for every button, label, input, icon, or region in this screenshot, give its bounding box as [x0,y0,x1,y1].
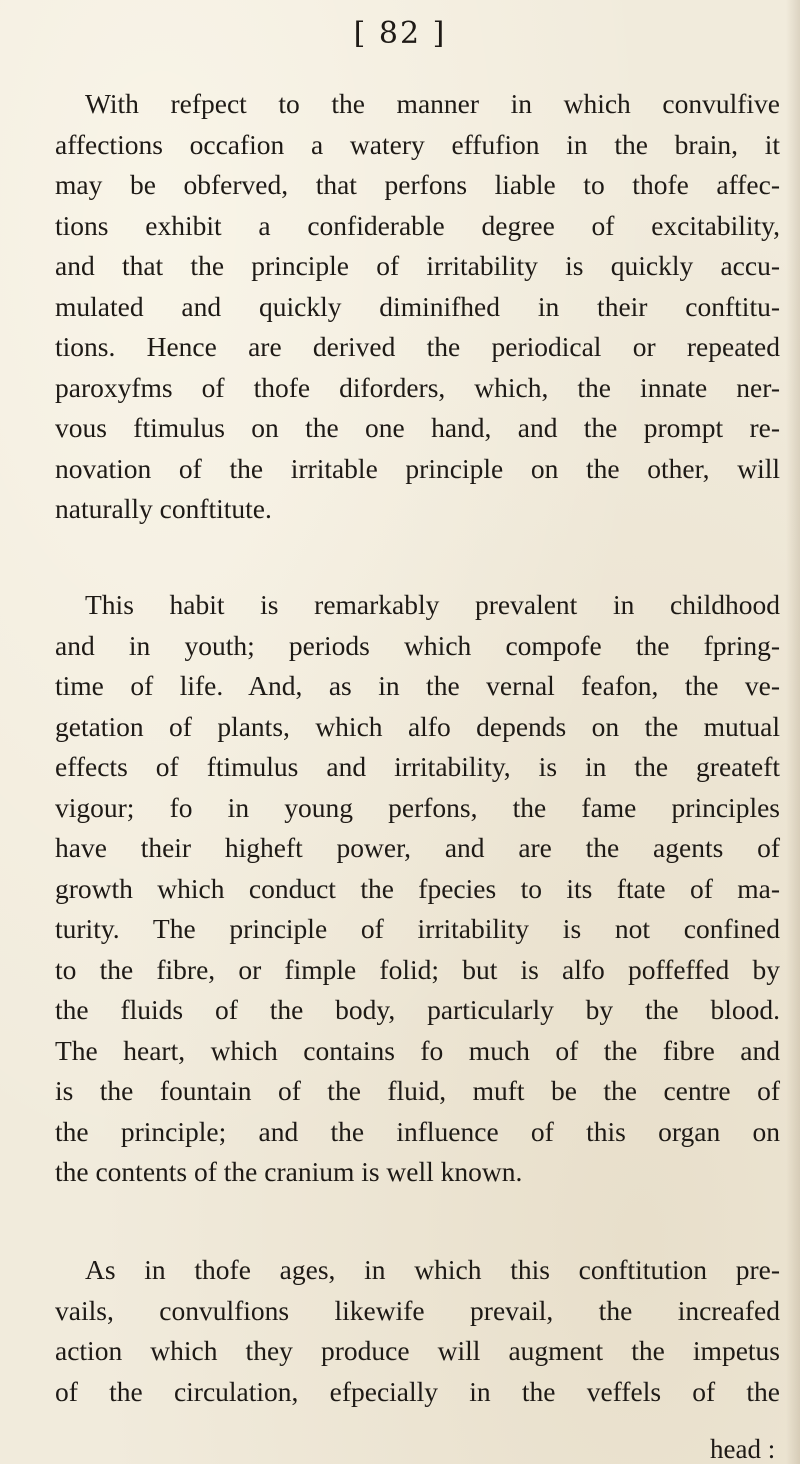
text-line: and that the principle of irritability is quickly accu- [55,250,780,281]
text-line: effects of ftimulus and irritability, is in the greateft [55,751,780,782]
catchword: head : [710,1434,776,1464]
text-line: is the fountain of the fluid, muft be the centre of [55,1075,780,1106]
paragraph-1 [55,84,780,530]
text-line: mulated and quickly diminifhed in their conftitu- [55,290,780,322]
text-line: vails, convulfions likewife prevail, the increafed [55,1294,780,1326]
text-line: growth which conduct the fpecies to its ftate of ma- [55,872,780,904]
text-line: vigour; fo in young perfons, the fame principles [55,791,780,823]
text-line: affections occafion a watery effufion in the brain, it [55,128,780,160]
text-line: have their higheft power, and are the agents of [55,832,780,863]
text-line: vous ftimulus on the one hand, and the prompt re- [55,412,780,443]
text-line: action which they produce will augment the impetus [55,1335,780,1366]
text-line: tions exhibit a confiderable degree of excitability, [55,209,780,241]
paragraph-2 [55,585,780,1193]
text-line: novation of the irritable principle on the other, will [55,452,780,484]
text-line: This habit is remarkably prevalent in childhood [85,589,780,620]
text-line: As in thofe ages, in which this conftitution pre- [85,1254,780,1285]
text-line: may be obferved, that perfons liable to thofe affec- [55,169,780,200]
page-edge-shadow [786,0,800,1464]
text-line: of the circulation, efpecially in the veffels of the [55,1375,780,1407]
text-line: turity. The principle of irritability is not confined [55,913,780,944]
text-line: tions. Hence are derived the periodical or repeated [55,331,780,362]
text-line: getation of plants, which alfo depends on the mutual [55,710,780,742]
text-line: With refpect to the manner in which convulfive [85,88,780,119]
text-line: to the fibre, or fimple folid; but is alfo poffeffed by [55,953,780,985]
paragraph-3 [55,1250,780,1412]
page-number-header: [ 82 ] [353,16,447,51]
text-line: paroxyfms of thofe diforders, which, the innate ner- [55,371,780,403]
text-line: The heart, which contains fo much of the fibre and [55,1034,780,1066]
text-line: naturally conftitute. [55,493,272,524]
text-line: the principle; and the influence of this organ on [55,1115,780,1147]
text-line: the contents of the cranium is well known. [55,1156,523,1187]
text-line: time of life. And, as in the vernal feafon, the ve- [55,670,780,701]
text-line: the fluids of the body, particularly by the blood. [55,994,780,1025]
text-line: and in youth; periods which compofe the fpring- [55,629,780,661]
